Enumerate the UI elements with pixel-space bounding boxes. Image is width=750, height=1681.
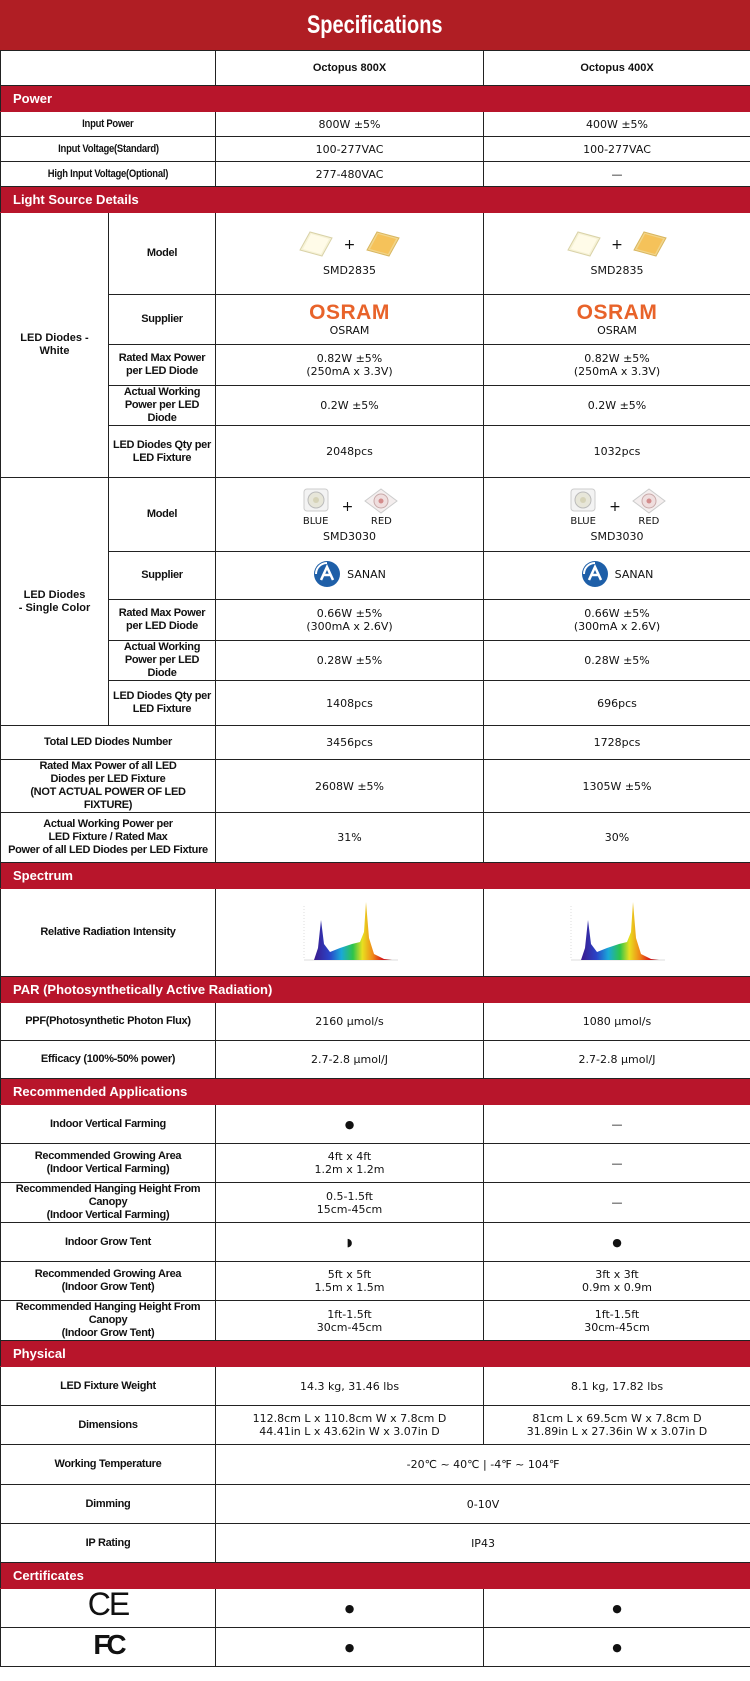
sanan-logo-icon bbox=[313, 560, 341, 588]
cell-800x: ● bbox=[216, 1589, 484, 1628]
table-row bbox=[1, 1105, 750, 1144]
section-title: Certificates bbox=[1, 1563, 750, 1589]
row-label: Relative Radiation Intensity bbox=[1, 889, 216, 977]
row-label: Dimensions bbox=[1, 1406, 216, 1445]
cell-400x: 0.82W ±5% (250mA x 3.3V) bbox=[484, 345, 750, 386]
row-label: IP Rating bbox=[1, 1524, 216, 1563]
cell-400x: — bbox=[484, 1105, 750, 1144]
table-row bbox=[1, 1589, 750, 1628]
cell-400x: 0.2W ±5% bbox=[484, 386, 750, 426]
blue-led-chip-icon bbox=[567, 487, 599, 515]
table-row bbox=[1, 1301, 750, 1341]
row-label: Actual Working Power per LED Diode bbox=[109, 641, 216, 681]
table-row bbox=[1, 1003, 750, 1041]
table-row bbox=[1, 1367, 750, 1406]
table-row bbox=[1, 478, 750, 552]
supplier-text: SANAN bbox=[347, 567, 386, 581]
table-row bbox=[1, 1144, 750, 1183]
cell-400x bbox=[484, 295, 750, 345]
row-label: Recommended Growing Area (Indoor Vertical Farming) bbox=[1, 1144, 216, 1183]
row-label: Indoor Grow Tent bbox=[1, 1223, 216, 1262]
row-label: Input Voltage(Standard) bbox=[1, 137, 216, 162]
row-label: Actual Working Power per LED Diode bbox=[109, 386, 216, 426]
cell-800x: 0.28W ±5% bbox=[216, 641, 484, 681]
section-title: Recommended Applications bbox=[1, 1079, 750, 1105]
cell-800x: ● bbox=[216, 1628, 484, 1667]
row-label: Rated Max Power per LED Diode bbox=[109, 345, 216, 386]
cell-400x: 100-277VAC bbox=[484, 137, 750, 162]
row-label: Model bbox=[109, 478, 216, 552]
led-chip-cool-icon bbox=[566, 230, 602, 260]
table-row bbox=[1, 1485, 750, 1524]
row-label: Efficacy (100%-50% power) bbox=[1, 1041, 216, 1079]
ce-mark-logo: CE bbox=[1, 1589, 216, 1628]
cell-400x: ● bbox=[484, 1223, 750, 1262]
spectrum-graph-icon bbox=[567, 898, 667, 964]
table-row bbox=[1, 345, 750, 386]
led-chip-warm-icon bbox=[632, 230, 668, 260]
table-row bbox=[1, 1628, 750, 1667]
section-title: Physical bbox=[1, 1341, 750, 1367]
cell-800x: 2160 μmol/s bbox=[216, 1003, 484, 1041]
cell-800x: ● bbox=[216, 1105, 484, 1144]
table-row bbox=[1, 137, 750, 162]
row-label: Indoor Vertical Farming bbox=[1, 1105, 216, 1144]
cell-800x: BLUE + RED SMD3030 bbox=[216, 478, 484, 552]
page-title-bar bbox=[0, 0, 750, 50]
cell-800x: 2048pcs bbox=[216, 426, 484, 478]
model-text: SMD2835 bbox=[590, 264, 644, 277]
cell-800x bbox=[216, 295, 484, 345]
table-row bbox=[1, 386, 750, 426]
supplier-text: SANAN bbox=[614, 567, 654, 581]
cell-400x: 30% bbox=[484, 813, 750, 863]
table-row bbox=[1, 813, 750, 863]
page-title: Specifications bbox=[307, 10, 443, 39]
table-row bbox=[1, 162, 750, 187]
cell-400x bbox=[484, 889, 750, 977]
blank-header-cell bbox=[1, 51, 216, 86]
row-label: Supplier bbox=[109, 552, 216, 600]
cell-400x: 0.66W ±5% (300mA x 2.6V) bbox=[484, 600, 750, 641]
row-label: Dimming bbox=[1, 1485, 216, 1524]
row-label: Working Temperature bbox=[1, 1445, 216, 1485]
group-label-white: LED Diodes - White bbox=[1, 213, 109, 478]
column-header-row bbox=[1, 51, 750, 86]
osram-logo: OSRAM bbox=[576, 301, 658, 324]
table-row bbox=[1, 760, 750, 813]
section-light-source bbox=[1, 187, 750, 213]
plus-icon: + bbox=[341, 498, 354, 515]
blue-led-chip-icon bbox=[300, 487, 332, 515]
cell-800x: 31% bbox=[216, 813, 484, 863]
cell-400x: 0.28W ±5% bbox=[484, 641, 750, 681]
group-label-single-color: LED Diodes - Single Color bbox=[1, 478, 109, 726]
section-par bbox=[1, 977, 750, 1003]
cell-800x: 0.82W ±5% (250mA x 3.3V) bbox=[216, 345, 484, 386]
row-label: Model bbox=[109, 213, 216, 295]
cell-800x: 2608W ±5% bbox=[216, 760, 484, 813]
supplier-text: OSRAM bbox=[329, 324, 370, 337]
table-row bbox=[1, 112, 750, 137]
table-row bbox=[1, 1445, 750, 1485]
cell-800x bbox=[216, 213, 484, 295]
row-label: Recommended Hanging Height From Canopy (Indoor Grow Tent) bbox=[1, 1301, 216, 1341]
section-physical bbox=[1, 1341, 750, 1367]
cell-800x: 0.5-1.5ft 15cm-45cm bbox=[216, 1183, 484, 1223]
cell-400x: BLUE + RED SMD3030 bbox=[484, 478, 750, 552]
table-row bbox=[1, 726, 750, 760]
sanan-logo-icon bbox=[581, 560, 609, 588]
row-label: Rated Max Power per LED Diode bbox=[109, 600, 216, 641]
table-row bbox=[1, 1524, 750, 1563]
cell-400x: 1032pcs bbox=[484, 426, 750, 478]
cell-400x: 696pcs bbox=[484, 681, 750, 726]
table-row bbox=[1, 681, 750, 726]
column-header-800x: Octopus 800X bbox=[216, 51, 484, 86]
cell-400x bbox=[484, 552, 750, 600]
table-row bbox=[1, 600, 750, 641]
cell-400x: ● bbox=[484, 1589, 750, 1628]
cell-800x: ◗ bbox=[216, 1223, 484, 1262]
cell-400x: 1728pcs bbox=[484, 726, 750, 760]
row-label: PPF(Photosynthetic Photon Flux) bbox=[1, 1003, 216, 1041]
cell-400x: — bbox=[484, 162, 750, 187]
table-row bbox=[1, 295, 750, 345]
cell-400x: 1ft-1.5ft 30cm-45cm bbox=[484, 1301, 750, 1341]
cell-400x: 3ft x 3ft 0.9m x 0.9m bbox=[484, 1262, 750, 1301]
supplier-text: OSRAM bbox=[597, 324, 637, 337]
cell-400x: 2.7-2.8 μmol/J bbox=[484, 1041, 750, 1079]
row-label: Supplier bbox=[109, 295, 216, 345]
cell-400x: 81cm L x 69.5cm W x 7.8cm D 31.89in L x 27.36in W x 3.07in D bbox=[484, 1406, 750, 1445]
cell-shared: 0-10V bbox=[216, 1485, 750, 1524]
cell-400x: — bbox=[484, 1183, 750, 1223]
cell-400x: — bbox=[484, 1144, 750, 1183]
section-title: Light Source Details bbox=[1, 187, 750, 213]
cell-800x: 1ft-1.5ft 30cm-45cm bbox=[216, 1301, 484, 1341]
row-label: High Input Voltage(Optional) bbox=[1, 162, 216, 187]
plus-icon: + bbox=[343, 236, 356, 253]
cell-800x: 112.8cm L x 110.8cm W x 7.8cm D 44.41in L x 43.62in W x 3.07in D bbox=[216, 1406, 484, 1445]
table-row bbox=[1, 1223, 750, 1262]
row-label: LED Fixture Weight bbox=[1, 1367, 216, 1406]
row-label: Recommended Hanging Height From Canopy (Indoor Vertical Farming) bbox=[1, 1183, 216, 1223]
cell-400x: 1305W ±5% bbox=[484, 760, 750, 813]
cell-800x: 3456pcs bbox=[216, 726, 484, 760]
table-row bbox=[1, 552, 750, 600]
table-row bbox=[1, 1041, 750, 1079]
cell-800x: 0.66W ±5% (300mA x 2.6V) bbox=[216, 600, 484, 641]
section-spectrum bbox=[1, 863, 750, 889]
cell-400x: ● bbox=[484, 1628, 750, 1667]
spectrum-graph-icon bbox=[300, 898, 400, 964]
plus-icon: + bbox=[611, 236, 623, 253]
section-applications bbox=[1, 1079, 750, 1105]
row-label: LED Diodes Qty per LED Fixture bbox=[109, 426, 216, 478]
cell-800x bbox=[216, 552, 484, 600]
cell-800x: 277-480VAC bbox=[216, 162, 484, 187]
section-title: Power bbox=[1, 86, 750, 112]
row-label: Input Power bbox=[1, 112, 216, 137]
section-certificates bbox=[1, 1563, 750, 1589]
cell-shared: IP43 bbox=[216, 1524, 750, 1563]
model-text: SMD2835 bbox=[323, 264, 376, 277]
cell-800x: 100-277VAC bbox=[216, 137, 484, 162]
row-label: LED Diodes Qty per LED Fixture bbox=[109, 681, 216, 726]
table-row bbox=[1, 1406, 750, 1445]
cell-400x: 400W ±5% bbox=[484, 112, 750, 137]
table-row bbox=[1, 889, 750, 977]
cell-800x: 14.3 kg, 31.46 lbs bbox=[216, 1367, 484, 1406]
cell-800x: 800W ±5% bbox=[216, 112, 484, 137]
section-title: Spectrum bbox=[1, 863, 750, 889]
led-chip-cool-icon bbox=[298, 230, 334, 260]
table-row bbox=[1, 426, 750, 478]
cell-800x: 1408pcs bbox=[216, 681, 484, 726]
cell-800x: 2.7-2.8 μmol/J bbox=[216, 1041, 484, 1079]
table-row bbox=[1, 1262, 750, 1301]
spec-table bbox=[0, 50, 750, 1667]
model-text: SMD3030 bbox=[323, 529, 376, 543]
plus-icon: + bbox=[609, 498, 621, 515]
cell-800x bbox=[216, 889, 484, 977]
cell-400x: 8.1 kg, 17.82 lbs bbox=[484, 1367, 750, 1406]
section-title: PAR (Photosynthetically Active Radiation) bbox=[1, 977, 750, 1003]
table-row bbox=[1, 1183, 750, 1223]
table-row bbox=[1, 213, 750, 295]
cell-800x: 5ft x 5ft 1.5m x 1.5m bbox=[216, 1262, 484, 1301]
cell-400x bbox=[484, 213, 750, 295]
row-label: Actual Working Power per LED Fixture / Rated Max Power of all LED Diodes per LED Fixture bbox=[1, 813, 216, 863]
red-led-chip-icon bbox=[363, 487, 399, 515]
led-chip-warm-icon bbox=[365, 230, 401, 260]
fcc-mark-logo: FC bbox=[1, 1628, 216, 1667]
osram-logo: OSRAM bbox=[309, 301, 390, 324]
model-text: SMD3030 bbox=[590, 529, 644, 543]
cell-800x: 0.2W ±5% bbox=[216, 386, 484, 426]
cell-800x: 4ft x 4ft 1.2m x 1.2m bbox=[216, 1144, 484, 1183]
section-power bbox=[1, 86, 750, 112]
table-row bbox=[1, 641, 750, 681]
cell-shared: -20℃ ~ 40℃ | -4℉ ~ 104℉ bbox=[216, 1445, 750, 1485]
row-label: Total LED Diodes Number bbox=[1, 726, 216, 760]
row-label: Rated Max Power of all LED Diodes per LED Fixture (NOT ACTUAL POWER OF LED FIXTURE) bbox=[1, 760, 216, 813]
row-label: Recommended Growing Area (Indoor Grow Tent) bbox=[1, 1262, 216, 1301]
cell-400x: 1080 μmol/s bbox=[484, 1003, 750, 1041]
column-header-400x: Octopus 400X bbox=[484, 51, 750, 86]
red-led-chip-icon bbox=[631, 487, 667, 515]
